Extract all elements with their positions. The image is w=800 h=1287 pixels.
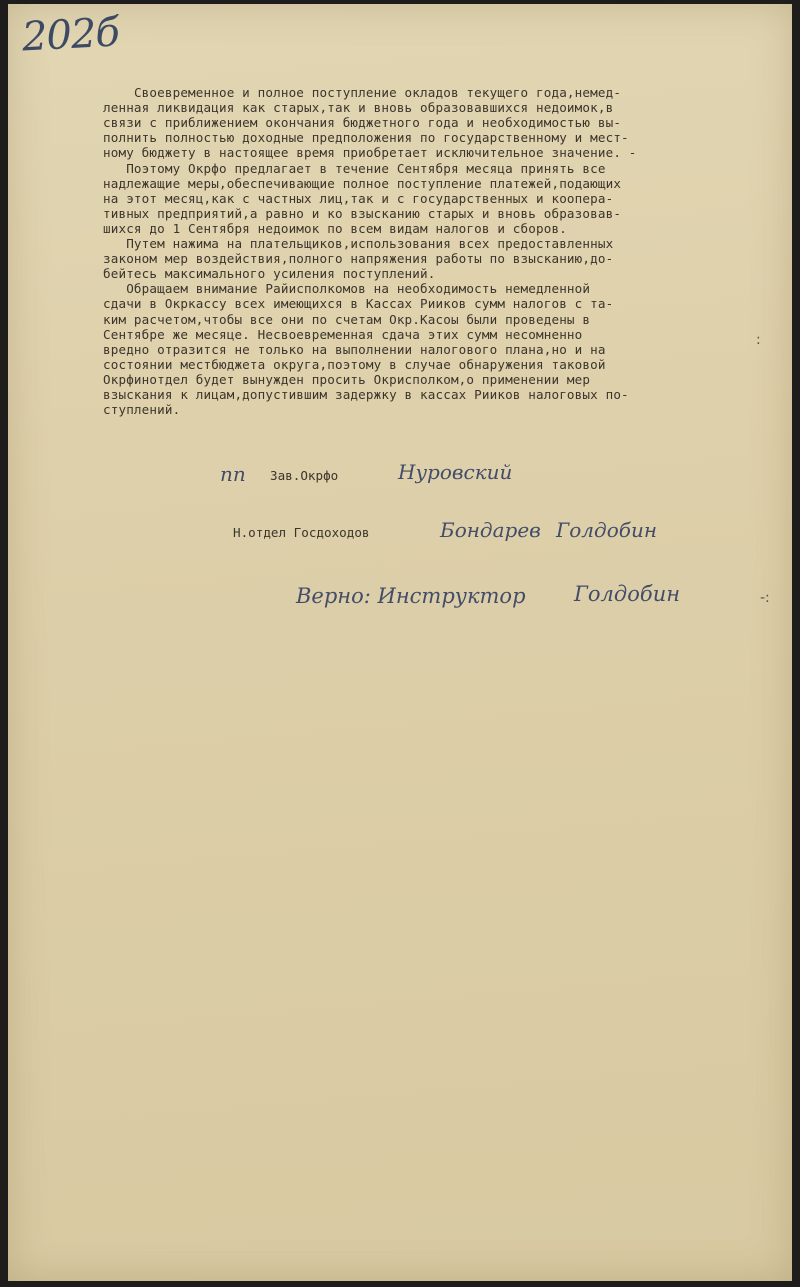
head-of-okrfo-label: Зав.Окрфо bbox=[270, 468, 339, 483]
instructor-signature: Голдобин bbox=[574, 582, 681, 606]
signature-prefix: пп bbox=[220, 462, 246, 486]
paragraph-2: Поэтому Окрфо предлагает в течение Сентября месяца принять все надлежащие меры,обеспечивающие полное поступление платежей,подающих на этот месяц,как с частных лиц,так и с государственных и коопера- тивных предприятий,а равно и ко взысканию старых и вновь образовав- шихся до 1 Сентября недоимок по всем видам налогов и сборов. bbox=[103, 160, 622, 236]
paragraph-3: Путем нажима на плательщиков,использования всех предоставленных законом мер воздействия,полного напряжения работы по взысканию,до- бейтесь максимального усиления поступлений. bbox=[103, 236, 614, 282]
paragraph-4: Обращаем внимание Райисполкомов на необходимость немедленной сдачи в Окркассу всех имеющихся в Кассах Рииков сумм налогов с та- ким расчетом,чтобы все они по счетам Окр.Касоы были проведены в Сентябре же месяце. Несвоевременная сдача этих сумм несомненно вредно отразится не только на выполнении налогового плана,но и на состоянии местбюджета округа,поэтому в случае обнаружения таковой Окрфинотдел будет вынужден просить Окрисполком,о применении мер взыскания к лицам,допустившим задержку в кассах Рииков налоговых по- ступлений. bbox=[103, 281, 629, 418]
document-page bbox=[8, 4, 792, 1281]
dept-signature-1: Бондарев bbox=[440, 518, 541, 542]
archive-number: 202б bbox=[20, 9, 120, 61]
signature-end-mark: -: bbox=[760, 590, 770, 606]
document-body bbox=[103, 70, 793, 432]
revenue-dept-label: Н.отдел Госдоходов bbox=[233, 525, 370, 540]
margin-mark: : bbox=[756, 332, 761, 348]
paragraph-1: Своевременное и полное поступление окладов текущего года,немед- ленная ликвидация как старых,так и вновь образовавшихся недоимок,в связи с приближением окончания бюджетного года и необходимостью вы- полнить полностью доходные предположения по государственному и мест- ному бюджету в настоящее время приобретает исключительное значение. - bbox=[103, 85, 637, 161]
dept-signature-2: Голдобин bbox=[556, 518, 657, 542]
head-signature: Нуровский bbox=[398, 460, 513, 484]
verified-by-instructor: Верно: Инструктор bbox=[296, 584, 526, 608]
